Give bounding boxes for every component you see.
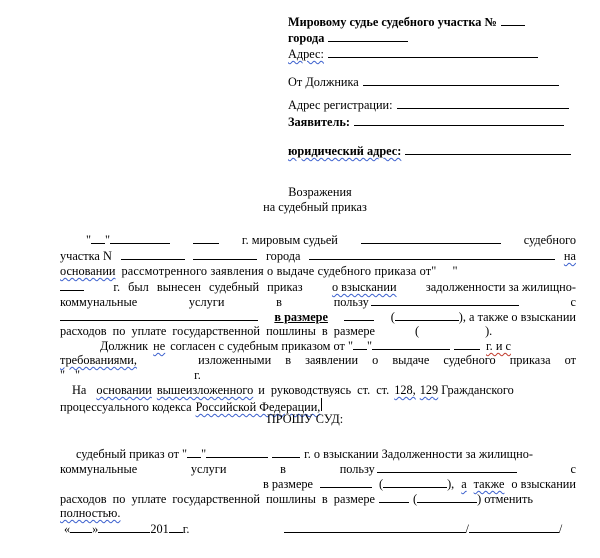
reg-address-blank[interactable] xyxy=(397,97,569,109)
day-blank[interactable] xyxy=(70,521,92,533)
address-label: Адрес: xyxy=(288,47,324,61)
footer-line: « » 201 г. / / xyxy=(64,522,563,536)
title-line-2: на судебный приказ xyxy=(263,200,367,214)
city-blank[interactable] xyxy=(328,30,408,42)
debtor-label: От Должника xyxy=(288,75,359,89)
request-heading: ПРОШУ СУД: xyxy=(266,412,344,426)
header-reg-address-line xyxy=(288,97,569,113)
year-blank[interactable] xyxy=(169,521,183,533)
address-blank[interactable] xyxy=(328,46,538,58)
para4-line3: в размере ( ), а также о взыскании xyxy=(263,477,576,491)
header-debtor-line xyxy=(288,74,559,90)
para1-line6: в размере ( ), а также о взыскании xyxy=(60,309,576,325)
para1-line7: расходов по уплате государственной пошлины в размере ( ). xyxy=(60,324,493,338)
para4-line5: полностью. xyxy=(60,506,121,520)
para1-line5: коммунальные услуги в пользу с xyxy=(60,295,576,309)
month-blank[interactable] xyxy=(98,521,150,533)
text-cursor xyxy=(321,398,322,411)
title-line-1: Возражения xyxy=(288,185,352,199)
legal-address-label: юридический адрес: xyxy=(288,144,402,158)
para2-line2: требованиями, изложенными в заявлении о выдаче судебного приказа от xyxy=(60,353,576,367)
court-number-blank[interactable] xyxy=(501,14,525,26)
para3-line1: На основании вышеизложенного и руководствуясь ст. ст. 128, 129 Гражданского xyxy=(72,383,514,397)
addressee-text: Мировому судье судебного участка № xyxy=(288,15,497,29)
debtor-blank[interactable] xyxy=(363,74,559,86)
city-label: города xyxy=(288,31,325,45)
header-legal-address-line xyxy=(288,143,571,159)
para2-line1: Должник не согласен с судебным приказом от " " г. и с xyxy=(100,339,511,353)
header-city-line xyxy=(288,30,408,46)
para1-line4: г. был вынесен судебный приказ о взыскании задолженности за жилищно- xyxy=(60,279,576,295)
applicant-label: Заявитель: xyxy=(288,115,351,129)
para4-line2: коммунальные услуги в пользу с xyxy=(60,462,576,476)
header-address-line xyxy=(288,46,538,62)
name-blank[interactable] xyxy=(469,521,559,533)
reg-address-label: Адрес регистрации: xyxy=(288,98,393,112)
header-applicant-line xyxy=(288,114,564,130)
para1-line2: участка N города на xyxy=(60,249,576,263)
para1-line1: " " г. мировым судьей судебного xyxy=(86,233,576,247)
legal-address-blank[interactable] xyxy=(405,143,571,155)
para1-line3: основании рассмотренного заявления о выдаче судебного приказа от" " xyxy=(60,264,458,278)
para3-line2: процессуального кодекса Российской Федерации, xyxy=(60,400,321,414)
applicant-blank[interactable] xyxy=(354,114,564,126)
para4-line1: судебный приказ от " " г. о взыскании Задолженности за жилищно- xyxy=(76,447,533,461)
para2-line3: " " г. xyxy=(60,368,201,382)
signature-blank[interactable] xyxy=(284,521,466,533)
para4-line4: расходов по уплате государственной пошлины в размере ( ) отменить xyxy=(60,492,533,506)
header-addressee-line xyxy=(288,14,525,30)
